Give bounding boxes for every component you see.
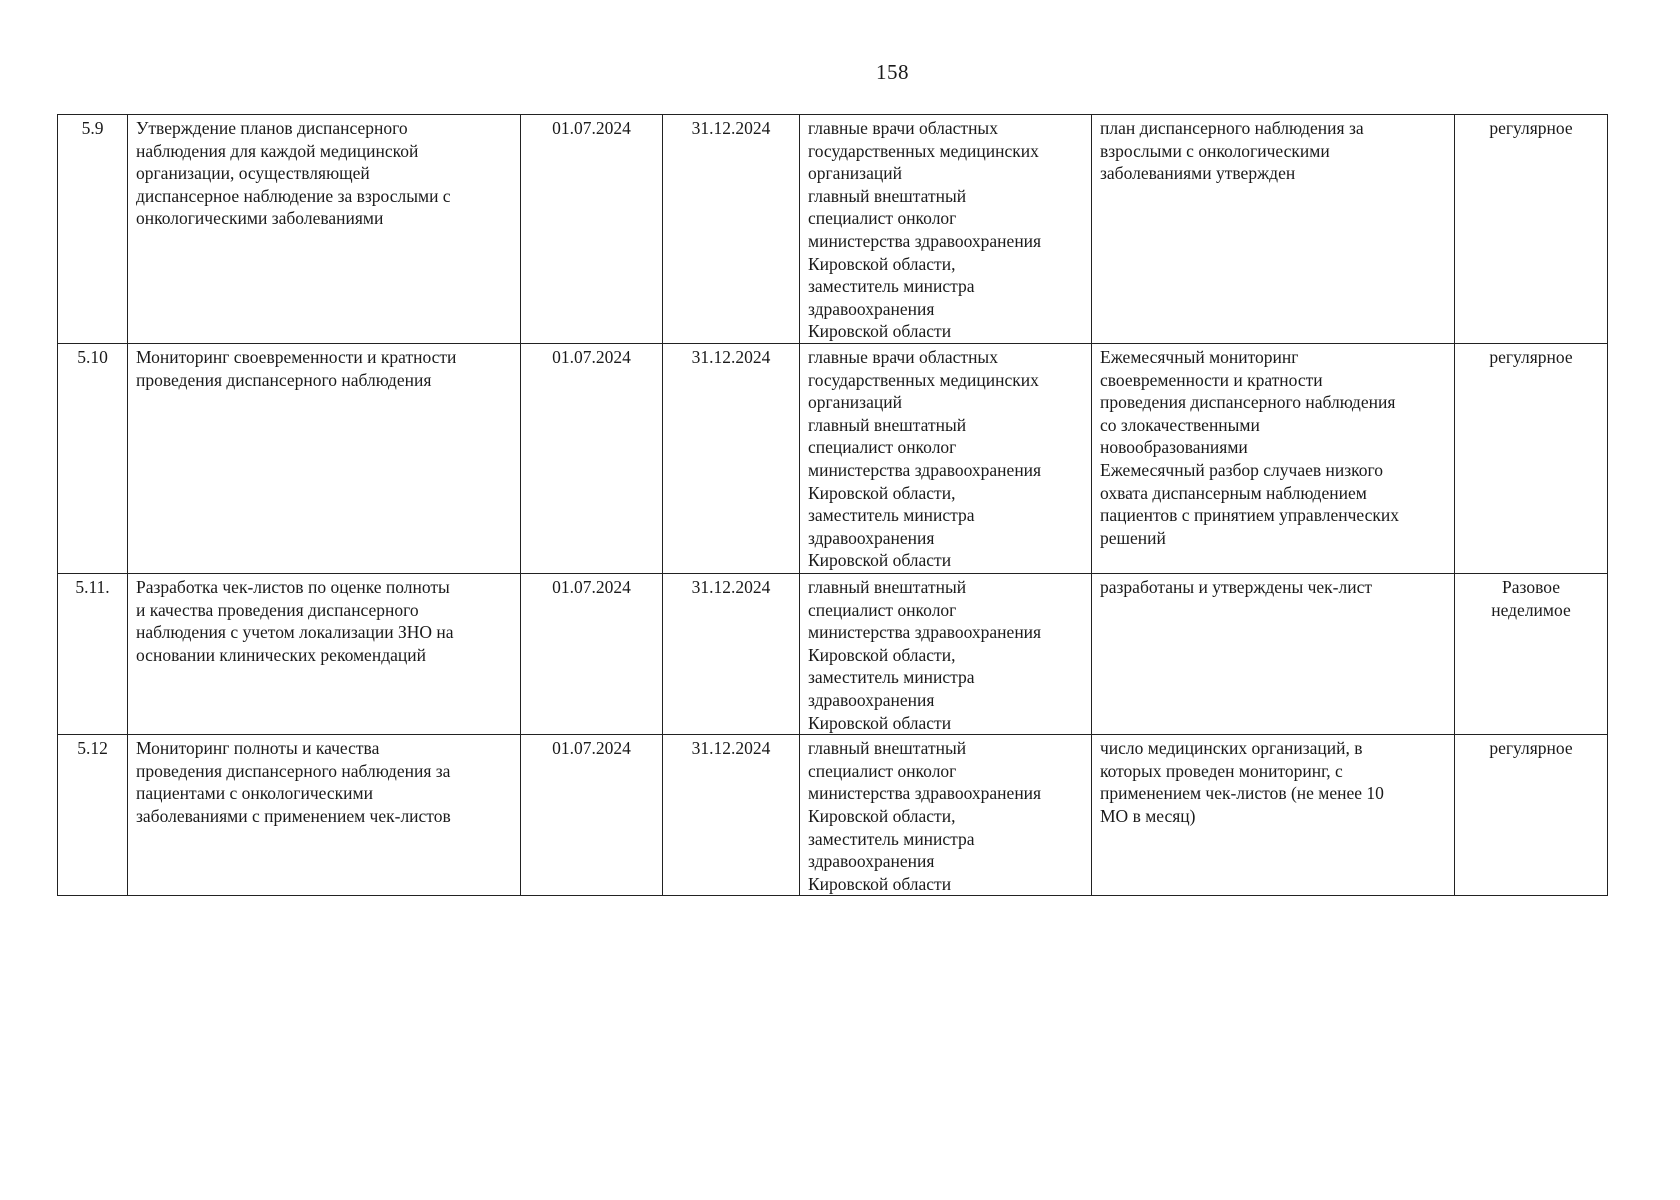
responsible-cell — [800, 574, 1092, 735]
responsible-cell-line: здравоохранения — [808, 298, 935, 319]
result-cell-line: МО в месяц) — [1100, 805, 1196, 826]
end-date: 31.12.2024 — [663, 735, 800, 896]
result-cell-line: заболеваниями утвержден — [1100, 163, 1296, 184]
start-date: 01.07.2024 — [521, 735, 663, 896]
activity-cell-line: проведения диспансерного наблюдения — [136, 369, 432, 390]
responsible-cell-line: главный внештатный — [808, 185, 967, 206]
responsible-cell-line: Кировской области — [808, 550, 952, 571]
result-cell-line: пациентов с принятием управленческих — [1100, 505, 1399, 526]
result-cell-line: взрослыми с онкологическими — [1100, 140, 1330, 161]
responsible-cell-line: специалист онколог — [808, 208, 957, 229]
start-date: 01.07.2024 — [521, 115, 663, 344]
activity-cell-line: Мониторинг своевременности и кратности — [136, 347, 457, 367]
activity-cell-line: наблюдения для каждой медицинской — [136, 140, 419, 161]
responsible-cell-line: главные врачи областных — [808, 118, 998, 138]
responsible-cell-line: министерства здравоохранения — [808, 783, 1042, 804]
result-cell-line: решений — [1100, 527, 1166, 548]
responsible-cell-line: главный внештатный — [808, 414, 967, 435]
responsible-cell-line: главный внештатный — [808, 577, 967, 597]
activity-cell — [128, 735, 521, 896]
activity-cell-line: наблюдения с учетом локализации ЗНО на — [136, 622, 454, 643]
activity-cell-line: Утверждение планов диспансерного — [136, 118, 408, 138]
result-cell-line: новообразованиями — [1100, 437, 1248, 458]
start-date: 01.07.2024 — [521, 574, 663, 735]
responsible-cell-line: специалист онколог — [808, 599, 957, 620]
type-cell-line: регулярное — [1489, 347, 1573, 367]
responsible-cell-line: заместитель министра — [808, 276, 975, 297]
result-cell-line: число медицинских организаций, в — [1100, 738, 1363, 759]
table-row — [58, 574, 1608, 735]
end-date: 31.12.2024 — [663, 344, 800, 574]
plan-table — [57, 114, 1608, 896]
responsible-cell-line: Кировской области, — [808, 805, 956, 826]
responsible-cell-line: заместитель министра — [808, 667, 975, 688]
responsible-cell-line: государственных медицинских — [808, 140, 1039, 161]
result-cell-line: охвата диспансерным наблюдением — [1100, 482, 1367, 503]
table-row — [58, 735, 1608, 896]
table-row — [58, 344, 1608, 574]
activity-cell-line: Мониторинг полноты и качества — [136, 738, 380, 759]
item-number: 5.11. — [58, 574, 128, 735]
end-date: 31.12.2024 — [663, 574, 800, 735]
result-cell-line: проведения диспансерного наблюдения — [1100, 392, 1396, 413]
activity-cell-line: заболеваниями с применением чек-листов — [136, 805, 451, 826]
result-cell-line: своевременности и кратности — [1100, 369, 1323, 390]
responsible-cell-line: Кировской области — [808, 321, 952, 342]
result-cell-line: которых проведен мониторинг, с — [1100, 760, 1343, 781]
activity-cell — [128, 344, 521, 574]
responsible-cell-line: заместитель министра — [808, 505, 975, 526]
result-cell — [1092, 574, 1455, 735]
end-date: 31.12.2024 — [663, 115, 800, 344]
responsible-cell-line: специалист онколог — [808, 437, 957, 458]
responsible-cell-line: государственных медицинских — [808, 369, 1039, 390]
type-cell — [1455, 735, 1608, 896]
table-row — [58, 115, 1608, 344]
responsible-cell-line: заместитель министра — [808, 828, 975, 849]
item-number: 5.12 — [58, 735, 128, 896]
type-cell — [1455, 115, 1608, 344]
responsible-cell-line: здравоохранения — [808, 851, 935, 872]
activity-cell-line: и качества проведения диспансерного — [136, 599, 419, 620]
responsible-cell-line: организаций — [808, 163, 902, 184]
responsible-cell-line: здравоохранения — [808, 527, 935, 548]
responsible-cell-line: главный внештатный — [808, 738, 967, 759]
result-cell-line: со злокачественными — [1100, 414, 1260, 435]
activity-cell-line: Разработка чек-листов по оценке полноты — [136, 577, 450, 597]
activity-cell-line: диспансерное наблюдение за взрослыми с — [136, 185, 451, 206]
responsible-cell-line: министерства здравоохранения — [808, 459, 1042, 480]
result-cell-line: Ежемесячный мониторинг — [1100, 347, 1299, 367]
activity-cell — [128, 115, 521, 344]
type-cell — [1455, 574, 1608, 735]
responsible-cell-line: Кировской области — [808, 873, 952, 894]
type-cell-line: неделимое — [1491, 599, 1571, 620]
result-cell — [1092, 344, 1455, 574]
responsible-cell-line: организаций — [808, 392, 902, 413]
responsible-cell-line: Кировской области, — [808, 253, 956, 274]
start-date: 01.07.2024 — [521, 344, 663, 574]
responsible-cell-line: главные врачи областных — [808, 347, 998, 367]
activity-cell-line: основании клинических рекомендаций — [136, 644, 426, 665]
responsible-cell-line: Кировской области, — [808, 482, 956, 503]
responsible-cell-line: здравоохранения — [808, 689, 935, 710]
type-cell-line: Разовое — [1502, 577, 1560, 597]
result-cell — [1092, 115, 1455, 344]
responsible-cell-line: Кировской области — [808, 712, 952, 733]
responsible-cell-line: министерства здравоохранения — [808, 230, 1042, 251]
responsible-cell — [800, 115, 1092, 344]
activity-cell-line: проведения диспансерного наблюдения за — [136, 760, 451, 781]
page-number: 158 — [876, 60, 909, 84]
item-number: 5.9 — [58, 115, 128, 344]
activity-cell-line: организации, осуществляющей — [136, 163, 370, 184]
activity-cell — [128, 574, 521, 735]
result-cell-line: разработаны и утверждены чек-лист — [1100, 577, 1372, 597]
responsible-cell-line: специалист онколог — [808, 760, 957, 781]
result-cell — [1092, 735, 1455, 896]
result-cell-line: план диспансерного наблюдения за — [1100, 118, 1364, 138]
type-cell — [1455, 344, 1608, 574]
type-cell-line: регулярное — [1489, 118, 1573, 138]
responsible-cell — [800, 344, 1092, 574]
item-number: 5.10 — [58, 344, 128, 574]
result-cell-line: применением чек-листов (не менее 10 — [1100, 783, 1384, 804]
activity-cell-line: онкологическими заболеваниями — [136, 208, 384, 229]
result-cell-line: Ежемесячный разбор случаев низкого — [1100, 459, 1384, 480]
responsible-cell-line: министерства здравоохранения — [808, 622, 1042, 643]
responsible-cell-line: Кировской области, — [808, 644, 956, 665]
activity-cell-line: пациентами с онкологическими — [136, 783, 373, 804]
responsible-cell — [800, 735, 1092, 896]
type-cell-line: регулярное — [1489, 738, 1573, 759]
